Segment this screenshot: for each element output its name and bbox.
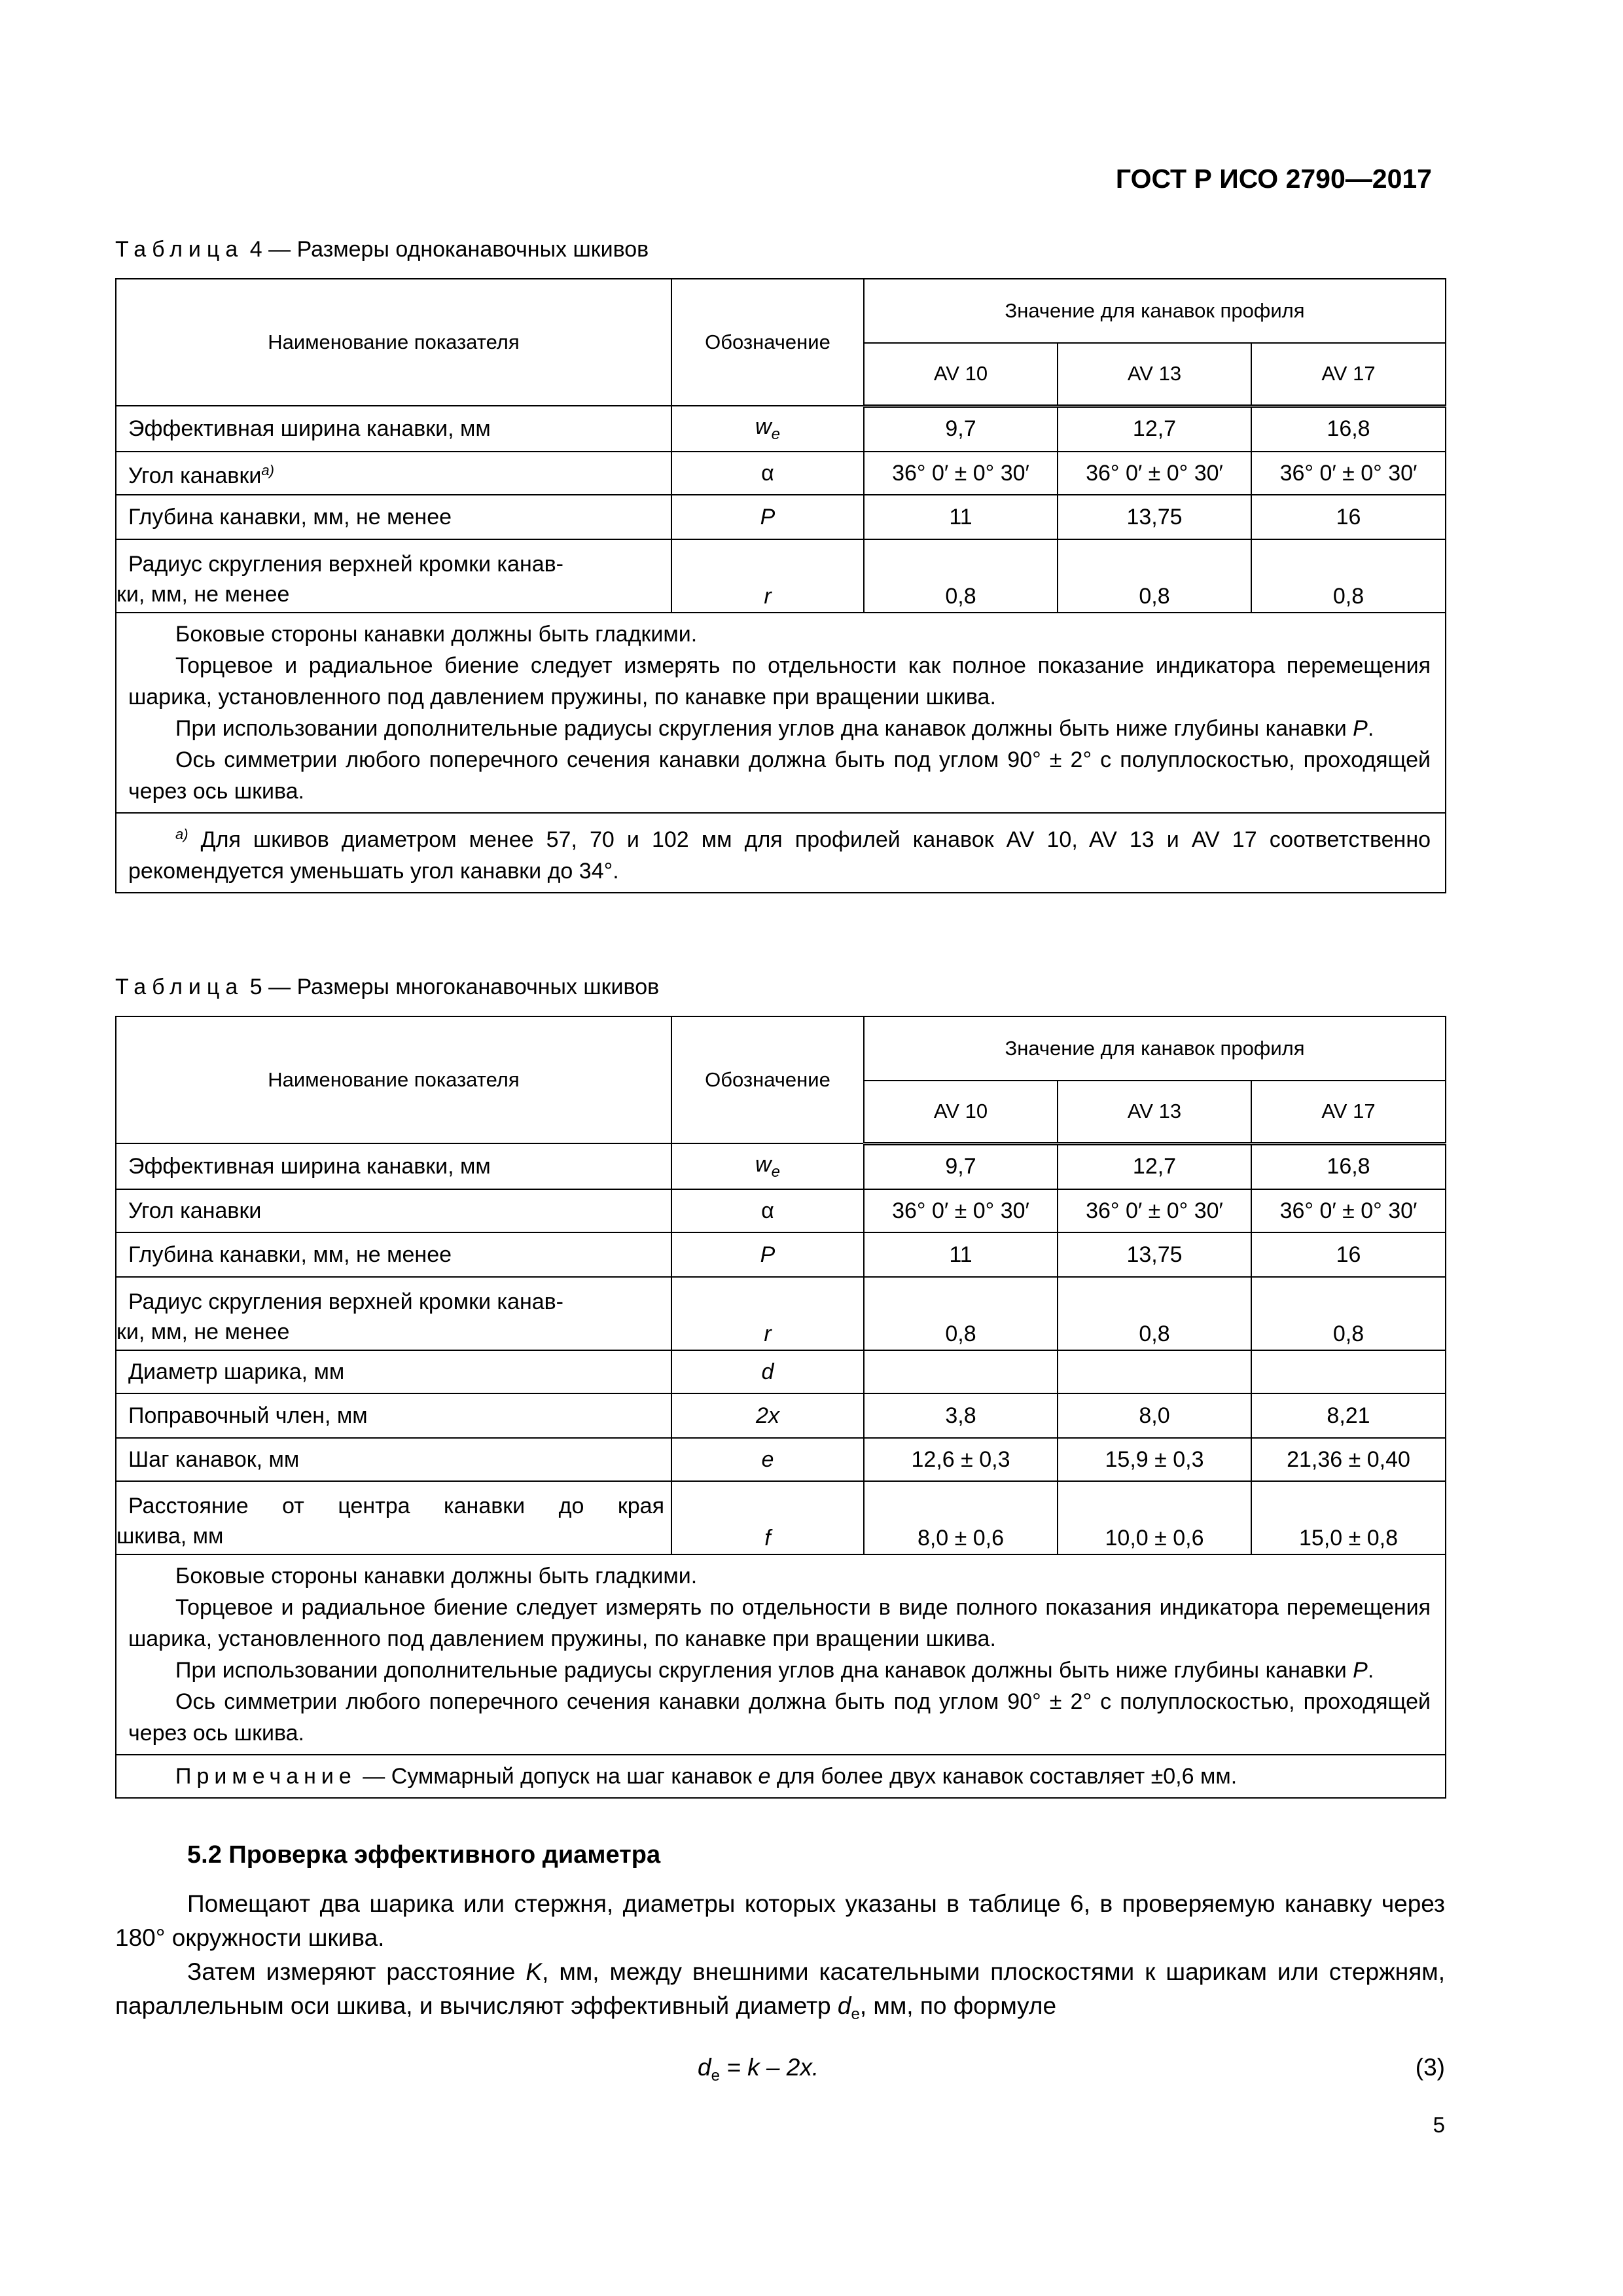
row-name: Угол канавки$^{a)}$ [116, 452, 671, 495]
row-symbol: $w_e$ [671, 1143, 864, 1189]
row-value: 15,0 ± 0,8 [1251, 1481, 1446, 1554]
row-symbol: f [671, 1481, 864, 1554]
table-row [116, 539, 1446, 613]
row-value: 16,8 [1251, 406, 1446, 452]
table5-header-name: Наименование показателя [116, 1016, 671, 1143]
row-value: 10,0 ± 0,6 [1058, 1481, 1251, 1554]
row-symbol: r [671, 539, 864, 613]
row-value: 8,0 [1058, 1393, 1251, 1438]
row-value: 13,75 [1058, 1232, 1251, 1277]
row-value: 16 [1251, 1232, 1446, 1277]
table4-caption [115, 237, 649, 262]
row-name: Угол канавки [116, 1189, 671, 1232]
table4-header-symbol: Обозначение [671, 279, 864, 406]
row-name: Шаг канавок, мм [116, 1438, 671, 1481]
row-value: 11 [864, 1232, 1058, 1277]
row-value: 13,75 [1058, 495, 1251, 539]
table4-header-group: Значение для канавок профиля [864, 279, 1446, 343]
row-value [1058, 1350, 1251, 1393]
table5-caption-number: 5 [249, 975, 262, 999]
row-name: Радиус скругления верхней кромки канав- ки, мм, не менее [116, 1277, 671, 1350]
section-heading: 5.2 Проверка эффективного диаметра [187, 1841, 661, 1869]
row-name: Эффективная ширина канавки, мм [116, 406, 671, 452]
section-body [115, 1887, 1445, 2032]
row-value: 0,8 [1251, 1277, 1446, 1350]
row-value: 8,21 [1251, 1393, 1446, 1438]
table4-footnote: $^{a)}$ Для шкивов диаметром менее 57, 70 и 102 мм для профилей канавок AV 10, AV 13 и AV 17 соответственно рекомендуется уменьшать угол канавки до 34°. [116, 813, 1446, 893]
row-symbol: r [671, 1277, 864, 1350]
table5-caption-word: Таблица [115, 975, 244, 999]
row-symbol: e [671, 1438, 864, 1481]
row-symbol: α [671, 452, 864, 495]
row-value: 36° 0′ ± 0° 30′ [864, 1189, 1058, 1232]
row-symbol: $w_e$ [671, 406, 864, 452]
row-value: 3,8 [864, 1393, 1058, 1438]
row-value: 9,7 [864, 1143, 1058, 1189]
row-value: 36° 0′ ± 0° 30′ [1058, 452, 1251, 495]
table4-notes: Боковые стороны канавки должны быть гладкими. Торцевое и радиальное биение следует измерять по отдельности как полное показание индикатора перемещения шарика, установленного под давлением пружины, по канавке при вращении шкива. При использовании дополнительные радиусы скругления углов дна канавок должны быть ниже глубины канавки P. Ось симметрии любого поперечного сечения канавки должна быть под углом 90° ± 2° с полуплоскостью, проходящей через ось шкива. [116, 613, 1446, 813]
row-value: 8,0 ± 0,6 [864, 1481, 1058, 1554]
row-value: 12,7 [1058, 1143, 1251, 1189]
table-row [116, 1277, 1446, 1350]
table-row [116, 1350, 1446, 1393]
table4 [115, 278, 1446, 893]
table-row [116, 452, 1446, 495]
row-value: 15,9 ± 0,3 [1058, 1438, 1251, 1481]
table5-remark: Примечание — Суммарный допуск на шаг канавок e для более двух канавок составляет ±0,6 мм. [116, 1755, 1446, 1798]
table4-caption-number: 4 [249, 237, 262, 262]
formula-number: (3) [1415, 2054, 1445, 2081]
table4-footnote-row [116, 813, 1446, 893]
row-value: 21,36 ± 0,40 [1251, 1438, 1446, 1481]
row-value: 9,7 [864, 406, 1058, 452]
table-row [116, 1189, 1446, 1232]
document-header-id: ГОСТ Р ИСО 2790—2017 [1115, 164, 1432, 194]
table-row [116, 495, 1446, 539]
table5-notes-row [116, 1554, 1446, 1755]
table-row [116, 1393, 1446, 1438]
table4-header-col: AV 10 [864, 343, 1058, 406]
table4-caption-word: Таблица [115, 237, 244, 262]
row-value: 36° 0′ ± 0° 30′ [1251, 452, 1446, 495]
row-value [1251, 1350, 1446, 1393]
row-name: Диаметр шарика, мм [116, 1350, 671, 1393]
table5-remark-row [116, 1755, 1446, 1798]
table5 [115, 1016, 1446, 1799]
row-value: 0,8 [1058, 539, 1251, 613]
formula: $d_e = k - 2x$. [698, 2054, 819, 2085]
row-value: 36° 0′ ± 0° 30′ [1058, 1189, 1251, 1232]
row-value: 12,6 ± 0,3 [864, 1438, 1058, 1481]
table5-notes: Боковые стороны канавки должны быть гладкими. Торцевое и радиальное биение следует измерять по отдельности в виде полного показания индикатора перемещения шарика, установленного под давлением пружины, по канавке при вращении шкива. При использовании дополнительные радиусы скругления углов дна канавок должны быть ниже глубины канавки P. Ось симметрии любого поперечного сечения канавки должна быть под углом 90° ± 2° с полуплоскостью, проходящей через ось шкива. [116, 1554, 1446, 1755]
row-value: 16 [1251, 495, 1446, 539]
table-row [116, 1143, 1446, 1189]
table4-caption-text: — Размеры одноканавочных шкивов [268, 237, 649, 262]
row-value: 36° 0′ ± 0° 30′ [1251, 1189, 1446, 1232]
table5-caption-text: — Размеры многоканавочных шкивов [268, 975, 660, 999]
row-name: Радиус скругления верхней кромки канав- ки, мм, не менее [116, 539, 671, 613]
table5-header-col: AV 13 [1058, 1081, 1251, 1143]
row-value: 36° 0′ ± 0° 30′ [864, 452, 1058, 495]
table4-notes-row [116, 613, 1446, 813]
row-value: 0,8 [1058, 1277, 1251, 1350]
row-value: 11 [864, 495, 1058, 539]
table5-header-col: AV 17 [1251, 1081, 1446, 1143]
row-symbol: P [671, 495, 864, 539]
paragraph: Помещают два шарика или стержня, диаметры которых указаны в таблице 6, в проверяемую канавку через 180° окружности шкива. [115, 1890, 1445, 1951]
row-symbol: d [671, 1350, 864, 1393]
table-row [116, 1481, 1446, 1554]
table4-header-col: AV 13 [1058, 343, 1251, 406]
row-name: Глубина канавки, мм, не менее [116, 495, 671, 539]
row-value: 0,8 [864, 1277, 1058, 1350]
row-value: 16,8 [1251, 1143, 1446, 1189]
row-name: Поправочный член, мм [116, 1393, 671, 1438]
table-row [116, 1438, 1446, 1481]
table5-caption [115, 975, 659, 1000]
paragraph: Затем измеряют расстояние K, мм, между внешними касательными плоскостями к шарикам или стержням, параллельным оси шкива, и вычисляют эффективный диаметр $d_e$, мм, по формуле [115, 1958, 1445, 2023]
row-value: 12,7 [1058, 406, 1251, 452]
table4-header-name: Наименование показателя [116, 279, 671, 406]
row-symbol: P [671, 1232, 864, 1277]
row-value [864, 1350, 1058, 1393]
row-symbol: 2x [671, 1393, 864, 1438]
row-name: Глубина канавки, мм, не менее [116, 1232, 671, 1277]
page-number: 5 [1433, 2113, 1445, 2137]
row-name: Расстояние от центра канавки до края шкива, мм [116, 1481, 671, 1554]
table-row [116, 406, 1446, 452]
row-name: Эффективная ширина канавки, мм [116, 1143, 671, 1189]
table5-header-group: Значение для канавок профиля [864, 1016, 1446, 1081]
table-row [116, 1232, 1446, 1277]
row-value: 0,8 [1251, 539, 1446, 613]
row-value: 0,8 [864, 539, 1058, 613]
table4-header-col: AV 17 [1251, 343, 1446, 406]
table5-header-col: AV 10 [864, 1081, 1058, 1143]
row-symbol: α [671, 1189, 864, 1232]
table5-header-symbol: Обозначение [671, 1016, 864, 1143]
